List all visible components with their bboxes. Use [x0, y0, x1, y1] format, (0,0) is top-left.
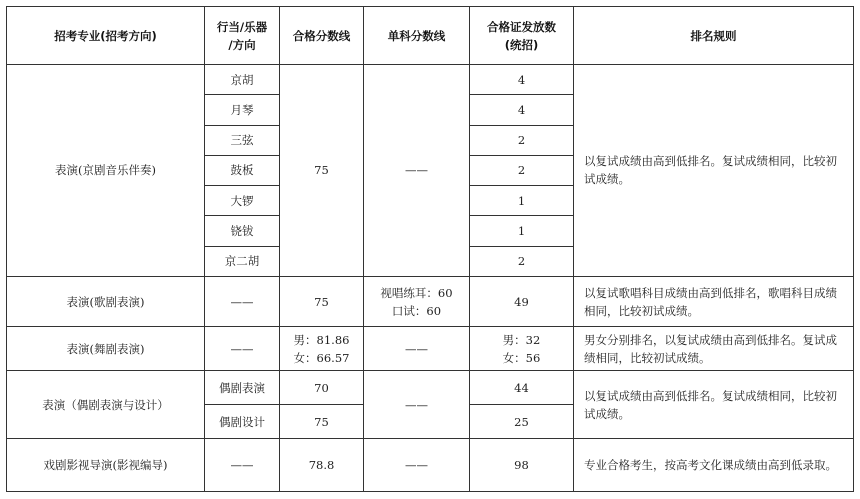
single-score-cell: —— — [364, 65, 470, 277]
cert-count-line: 女：56 — [502, 350, 541, 365]
cert-count-cell: 4 — [470, 65, 574, 95]
pass-score-cell: 70 — [280, 370, 364, 404]
header-single-score: 单科分数线 — [364, 7, 470, 65]
single-score-cell: —— — [364, 327, 470, 370]
cert-count-cell: 1 — [470, 216, 574, 246]
ranking-cell: 专业合格考生，按高考文化课成绩由高到低录取。 — [574, 439, 854, 492]
ranking-cell: 以复试成绩由高到低排名。复试成绩相同，比较初试成绩。 — [574, 65, 854, 277]
ranking-cell: 以复试成绩由高到低排名。复试成绩相同，比较初试成绩。 — [574, 370, 854, 439]
category-cell: —— — [205, 327, 280, 370]
category-cell: 京二胡 — [205, 246, 280, 276]
cert-count-cell: 2 — [470, 246, 574, 276]
header-category-line1: 行当/乐器 — [216, 19, 268, 34]
major-cell: 表演(京剧音乐伴奏) — [7, 65, 205, 277]
cert-count-cell: 1 — [470, 186, 574, 216]
major-cell: 表演(歌剧表演) — [7, 276, 205, 326]
category-cell: 偶剧表演 — [205, 370, 280, 404]
table-row — [7, 327, 854, 370]
header-cert-count-line1: 合格证发放数 — [487, 19, 556, 34]
header-pass-score: 合格分数线 — [280, 7, 364, 65]
category-cell: 大锣 — [205, 186, 280, 216]
table-row — [7, 276, 854, 326]
single-score-cell: —— — [364, 370, 470, 439]
single-score-cell — [364, 276, 470, 326]
cert-count-cell: 2 — [470, 155, 574, 185]
single-score-line: 口试：60 — [391, 303, 442, 318]
cert-count-cell: 25 — [470, 405, 574, 439]
header-cert-count-line2: (统招) — [504, 37, 539, 52]
table-row — [7, 65, 854, 95]
cert-count-cell: 98 — [470, 439, 574, 492]
category-cell: —— — [205, 276, 280, 326]
category-cell: 铙钹 — [205, 216, 280, 246]
cert-count-line: 男：32 — [502, 332, 541, 347]
header-cert-count — [470, 7, 574, 65]
cert-count-cell — [470, 327, 574, 370]
pass-score-line: 男：81.86 — [293, 332, 350, 347]
category-cell: 偶剧设计 — [205, 405, 280, 439]
cert-count-cell: 44 — [470, 370, 574, 404]
header-major: 招考专业(招考方向) — [7, 7, 205, 65]
pass-score-cell: 75 — [280, 276, 364, 326]
cert-count-cell: 4 — [470, 95, 574, 125]
category-cell: 京胡 — [205, 65, 280, 95]
major-cell: 戏剧影视导演(影视编导) — [7, 439, 205, 492]
pass-score-cell: 78.8 — [280, 439, 364, 492]
category-cell: 鼓板 — [205, 155, 280, 185]
pass-score-cell — [280, 327, 364, 370]
cert-count-cell: 49 — [470, 276, 574, 326]
pass-score-cell: 75 — [280, 405, 364, 439]
header-category-line2: /方向 — [228, 37, 256, 52]
cert-count-cell: 2 — [470, 125, 574, 155]
category-cell: 月琴 — [205, 95, 280, 125]
single-score-cell: —— — [364, 439, 470, 492]
major-cell: 表演(舞剧表演) — [7, 327, 205, 370]
pass-score-line: 女：66.57 — [293, 350, 350, 365]
ranking-cell: 男女分别排名，以复试成绩由高到低排名。复试成绩相同，比较初试成绩。 — [574, 327, 854, 370]
ranking-cell: 以复试歌唱科目成绩由高到低排名，歌唱科目成绩相同，比较初试成绩。 — [574, 276, 854, 326]
major-cell: 表演（偶剧表演与设计） — [7, 370, 205, 439]
header-category — [205, 7, 280, 65]
category-cell: 三弦 — [205, 125, 280, 155]
category-cell: —— — [205, 439, 280, 492]
single-score-line: 视唱练耳：60 — [380, 285, 453, 300]
header-ranking: 排名规则 — [574, 7, 854, 65]
table-row — [7, 439, 854, 492]
header-row — [7, 7, 854, 65]
admission-score-table — [6, 6, 854, 492]
table-row — [7, 370, 854, 404]
pass-score-cell: 75 — [280, 65, 364, 277]
